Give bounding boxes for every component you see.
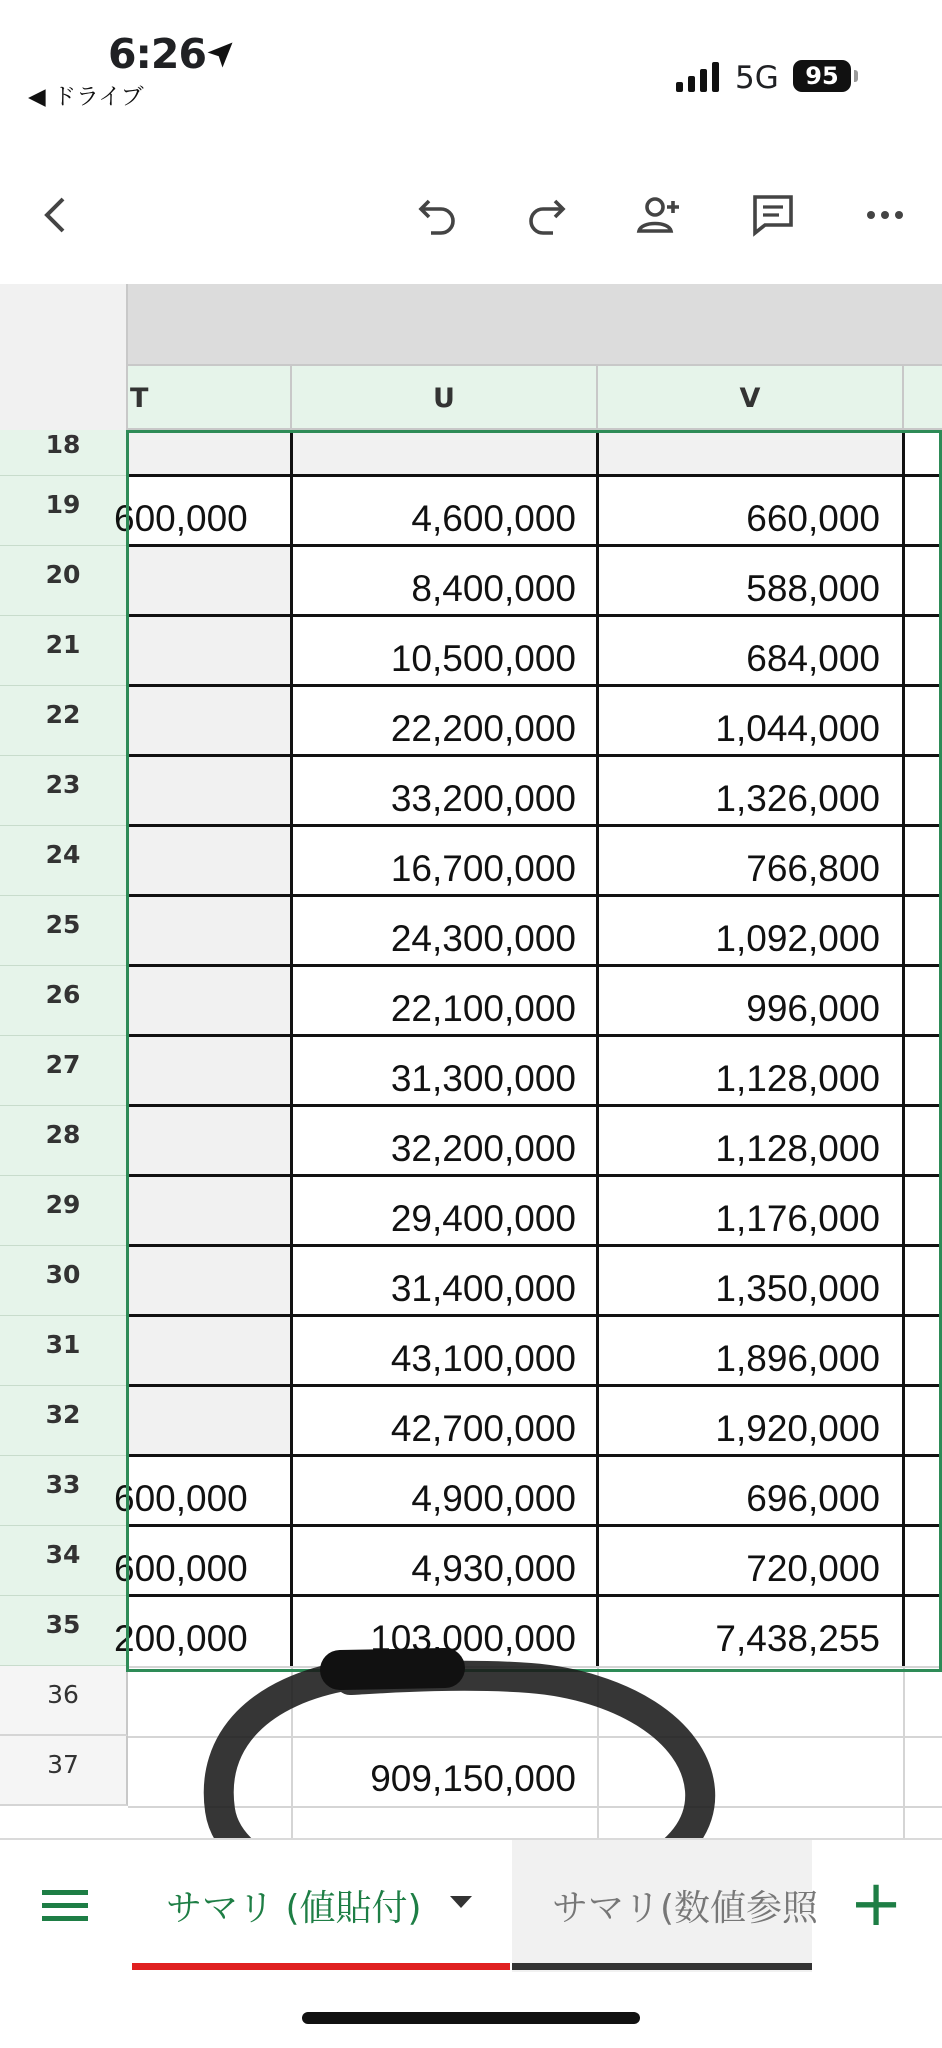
table-row [0,1526,942,1596]
cell-v[interactable]: 1,920,000 [715,1408,880,1449]
row-number[interactable]: 27 [0,1036,128,1106]
active-tab-underline [132,1963,510,1970]
sheet-toolbar [0,170,942,260]
cell-u[interactable]: 42,700,000 [390,1408,576,1449]
cell-t[interactable] [128,1246,292,1316]
grid-line [128,894,942,897]
comment-icon [749,191,797,239]
table-row [0,756,942,826]
share-button[interactable] [624,170,694,260]
battery-tip [854,70,858,82]
battery-level: 95 [793,60,851,92]
table-row [0,1036,942,1106]
table-row [0,1666,942,1736]
cell-t[interactable] [128,1036,292,1106]
cell-t[interactable] [128,1666,292,1736]
row-number[interactable]: 26 [0,966,128,1036]
cell-u[interactable]: 8,400,000 [411,568,576,609]
grid-line [128,1034,942,1037]
table-row [0,1736,942,1806]
row-number[interactable]: 20 [0,546,128,616]
table-row [0,1176,942,1246]
row-number[interactable]: 36 [0,1666,128,1736]
cell-t[interactable]: 600,000 [128,1456,292,1526]
cell-u[interactable]: 29,400,000 [390,1198,576,1239]
cell-u[interactable]: 4,900,000 [411,1478,576,1519]
row-number[interactable]: 18 [0,430,128,476]
grid-line [902,430,905,1666]
cell-u[interactable] [292,1666,598,1736]
grid-line [128,1384,942,1387]
cell-u[interactable]: 4,930,000 [411,1548,576,1589]
cell-t[interactable]: 600,000 [128,1526,292,1596]
cell-t[interactable]: 600,000 [128,476,292,546]
cell-u[interactable]: 16,700,000 [390,848,576,889]
table-row [0,896,942,966]
cell-v[interactable]: 1,044,000 [715,708,880,749]
cellular-signal-icon [676,62,720,92]
sheet-tab-second-label: サマリ(数値参照 [552,1888,819,1929]
cell-v[interactable]: 1,092,000 [715,918,880,959]
grid-line [128,684,942,687]
cell-t[interactable] [128,896,292,966]
row-number[interactable]: 35 [0,1596,128,1666]
row-number[interactable]: 30 [0,1246,128,1316]
table-row [0,476,942,546]
table-row [0,1246,942,1316]
row-number[interactable]: 28 [0,1106,128,1176]
status-bar [0,0,942,120]
row-number[interactable]: 29 [0,1176,128,1246]
cell-v[interactable]: 588,000 [746,568,880,609]
more-horizontal-icon [861,191,909,239]
comment-button[interactable] [738,170,808,260]
cell-u[interactable] [292,430,598,476]
row-number[interactable]: 21 [0,616,128,686]
table-row [0,1316,942,1386]
sheet-tab-active[interactable] [132,1840,510,1972]
row-number[interactable]: 24 [0,826,128,896]
cell-v[interactable]: 720,000 [746,1548,880,1589]
frozen-row [0,284,942,366]
cell-v[interactable] [598,1666,904,1736]
cell-u[interactable]: 43,100,000 [390,1338,576,1379]
home-indicator [302,2012,640,2024]
table-row [0,1386,942,1456]
row-number[interactable]: 31 [0,1316,128,1386]
cell-v[interactable]: 1,896,000 [715,1338,880,1379]
undo-button[interactable] [402,170,472,260]
row-number[interactable]: 19 [0,476,128,546]
cell-t[interactable] [128,1736,292,1806]
network-type: 5G [735,60,779,96]
cell-u[interactable]: 22,200,000 [390,708,576,749]
cell-v[interactable] [598,430,904,476]
table-row [0,966,942,1036]
row-number[interactable]: 23 [0,756,128,826]
column-header-u[interactable]: U [292,366,598,430]
cell-t[interactable] [128,966,292,1036]
grid-line [128,544,942,547]
select-all-corner[interactable] [0,366,128,430]
grid-line [596,430,599,1666]
cell-u[interactable]: 909,150,000 [370,1758,576,1799]
cell-v[interactable]: 996,000 [746,988,880,1029]
cell-t[interactable] [128,686,292,756]
cell-u[interactable]: 103,000,000 [370,1618,576,1659]
spreadsheet-grid[interactable] [0,284,942,1838]
cell-v[interactable]: 1,350,000 [715,1268,880,1309]
cell-v[interactable] [598,1736,904,1806]
cell-t[interactable]: 200,000 [128,1596,292,1666]
column-header-row [0,366,942,430]
grid-line [128,474,942,477]
cell-u[interactable]: 10,500,000 [390,638,576,679]
status-time: 6:26 [108,30,206,78]
cell-t[interactable] [128,616,292,686]
grid-line [128,964,942,967]
sheet-tab-second[interactable] [512,1840,819,1972]
table-row [0,1456,942,1526]
undo-icon [413,191,461,239]
cell-v[interactable]: 1,176,000 [715,1198,880,1239]
location-arrow-icon [205,40,235,70]
row-number[interactable]: 32 [0,1386,128,1456]
cell-t[interactable] [128,756,292,826]
more-options-button[interactable] [850,170,920,260]
grid-line [128,1736,942,1738]
cell-t[interactable] [128,1106,292,1176]
grid-line [128,754,942,757]
grid-line [128,1104,942,1107]
grid-line [128,1454,942,1457]
cell-v[interactable]: 1,128,000 [715,1128,880,1169]
grid-line [128,614,942,617]
grid-line [128,1244,942,1247]
back-to-drive-link[interactable]: ◀ ドライブ [28,84,144,110]
back-button[interactable] [22,170,92,260]
cell-v[interactable]: 696,000 [746,1478,880,1519]
row-number[interactable]: 25 [0,896,128,966]
table-row [0,826,942,896]
row-number[interactable]: 37 [0,1736,128,1806]
sheet-tab-active-label: サマリ (値貼付) [166,1888,422,1929]
cell-v[interactable]: 1,326,000 [715,778,880,819]
row-number[interactable]: 34 [0,1526,128,1596]
row-number[interactable]: 33 [0,1456,128,1526]
cell-v[interactable]: 7,438,255 [715,1618,880,1659]
grid-line [128,1174,942,1177]
cell-v[interactable]: 1,128,000 [715,1058,880,1099]
cell-u[interactable]: 33,200,000 [390,778,576,819]
redo-button[interactable] [512,170,582,260]
cell-u[interactable]: 32,200,000 [390,1128,576,1169]
cell-t[interactable] [128,430,292,476]
cell-v[interactable]: 660,000 [746,498,880,539]
cell-v[interactable]: 766,800 [746,848,880,889]
second-tab-underline [512,1963,812,1970]
table-row [0,1106,942,1176]
plus-icon: + [849,1867,903,1941]
add-person-icon [635,191,683,239]
cell-t[interactable] [128,1316,292,1386]
grid-line [128,1524,942,1527]
table-row [0,686,942,756]
column-header-v[interactable]: V [598,366,904,430]
cell-u[interactable]: 22,100,000 [390,988,576,1029]
hamburger-menu-icon [42,1886,88,1926]
cell-u[interactable]: 24,300,000 [390,918,576,959]
cell-u[interactable]: 31,400,000 [390,1268,576,1309]
row-number[interactable]: 22 [0,686,128,756]
cell-v[interactable]: 684,000 [746,638,880,679]
cell-t[interactable] [128,1386,292,1456]
sheet-tab-bar [0,1838,942,1970]
cell-t[interactable] [128,546,292,616]
cell-t[interactable] [128,826,292,896]
table-row [0,616,942,686]
grid-line [128,1594,942,1597]
frozen-corner [0,284,128,366]
column-header-t[interactable]: T [128,366,292,430]
redo-icon [523,191,571,239]
table-row [0,1596,942,1666]
grid-line [128,1666,942,1668]
cell-u[interactable]: 31,300,000 [390,1058,576,1099]
grid-line [128,1806,942,1808]
sheet-list-button[interactable] [30,1874,100,1938]
grid-line [128,1314,942,1317]
grid-line [128,824,942,827]
cell-u[interactable]: 4,600,000 [411,498,576,539]
cell-t[interactable] [128,1176,292,1246]
add-sheet-button[interactable] [840,1868,912,1940]
chevron-down-icon[interactable] [450,1896,472,1908]
chevron-left-icon [33,191,81,239]
table-row [0,546,942,616]
grid-line [290,430,293,1666]
